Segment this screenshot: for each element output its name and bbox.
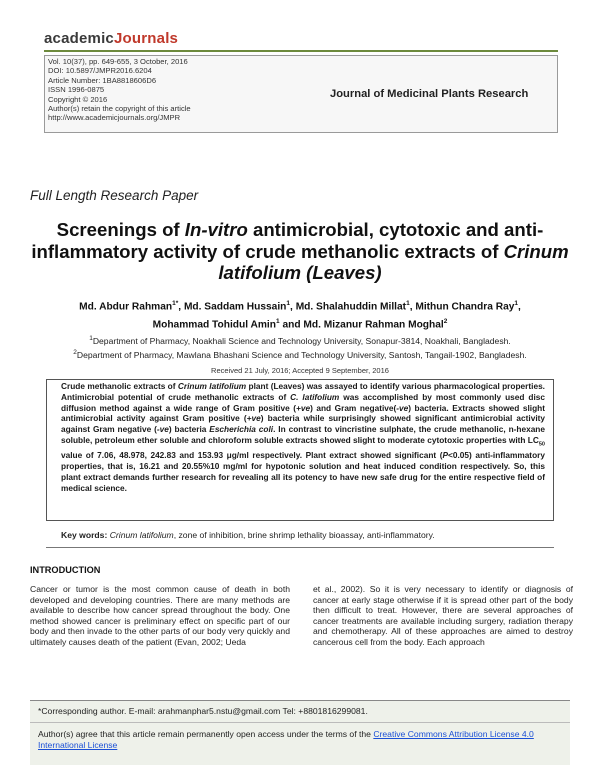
abstract <box>61 381 545 494</box>
author-6-sup: 2 <box>443 318 448 326</box>
keywords-rest: , zone of inhibition, brine shrimp lethality bioassay, anti-inflammatory. <box>173 530 435 540</box>
meta-rights: Author(s) retain the copyright of this article <box>48 104 191 114</box>
title-text-1: Screenings of <box>56 219 185 240</box>
affiliation-2 <box>30 347 570 361</box>
license-text: Author(s) agree that this article remain permanently open access under the terms of the <box>38 729 374 739</box>
keywords-italic: Crinum latifolium <box>107 530 174 540</box>
author-2: , Md. Saddam Hussain <box>178 301 287 313</box>
abstract-s10: <0.05) anti-inflammatory properties, that is, 16.21 and 20.55%10 mg/ml for hypotonic solution and heat induced condition respectively. So, this plant extract demands further research for revealing all its potency to have new safe drug for the entire respective field of medical science. <box>61 450 545 493</box>
paper-type: Full Length Research Paper <box>30 188 199 203</box>
keywords-divider <box>46 547 554 548</box>
abstract-s4: ) and Gram negative( <box>310 402 397 413</box>
authors-line-2 <box>30 314 570 332</box>
keywords <box>61 530 545 540</box>
title-text-2: antimicrobial, cytotoxic and anti-inflammatory activity of crude methanolic extracts of <box>31 219 544 262</box>
abstract-i3: +ve <box>296 402 311 413</box>
affiliation-2-text: Department of Pharmacy, Mawlana Bhashani Science and Technology University, Santosh, Tangail-1902, Bangladesh. <box>76 349 527 360</box>
abstract-s5: ) bacteria. Extracts showed slight antimicrobial activity against Gram positive ( <box>61 402 545 424</box>
author-1: Md. Abdur Rahman <box>79 301 173 313</box>
title-italic-1: In-vitro <box>184 219 248 240</box>
abstract-s9: value of 7.06, 48.978, 242.83 and 153.93 μg/ml respectively. Plant extract showed significant ( <box>61 450 443 461</box>
author-4: , Mithun Chandra Ray <box>409 301 515 313</box>
author-5-sup: 1 <box>275 318 280 326</box>
abstract-i2: C. latifolium <box>290 391 340 402</box>
authors-line-1 <box>30 296 570 314</box>
abstract-s7: ) bacteria <box>168 424 210 435</box>
abstract-s3: was accomplished by most commonly used disc diffusion method against a wide range of Gram positive ( <box>61 391 545 413</box>
meta-volume: Vol. 10(37), pp. 649-655, 3 October, 2016 <box>48 57 188 66</box>
abstract-s6: ) bacteria while surprisingly showed significant antimicrobial activity against Gram negative ( <box>61 413 546 435</box>
meta-issn: ISSN 1996-0875 <box>48 85 105 95</box>
brand-part2: Journals <box>113 30 179 47</box>
abstract-i6: -ve <box>156 424 169 435</box>
corresponding-author: *Corresponding author. E-mail: arahmanphar5.nstu@gmail.com Tel: +8801816299081. <box>38 706 368 716</box>
footer-divider <box>30 722 570 723</box>
author-6: and Md. Mizanur Rahman Moghal <box>279 319 444 331</box>
meta-article-number: Article Number: 1BA8818606D6 <box>48 75 157 85</box>
meta-doi: DOI: 10.5897/JMPR2016.6204 <box>48 66 152 76</box>
abstract-i8: P <box>442 450 449 461</box>
abstract-s8: . In contrast to vincristine sulphate, the crude methanolic, n-hexane soluble, petroleum ether soluble and chloroform soluble extracts showed slight to moderate cytotoxic properties with LC <box>61 424 545 445</box>
abstract-i4: -ve <box>396 402 409 413</box>
body-column-left: Cancer or tumor is the most common cause of death in both developed and developing countries. There are many methods are available to describe how cancer spread throughout the body. One method showed cancer is preliminary effect on specific part of our body and then invade to the other parts of our body very quickly and ultimately causes death of the patient (Evan, 2002; Ueda <box>30 584 290 647</box>
abstract-s2: plant (Leaves) was assayed to identify various pharmacological properties. Antimicrobial potential of crude methanolic extracts of <box>61 381 545 402</box>
affiliation-1 <box>30 333 570 347</box>
affiliations <box>30 333 570 361</box>
license-note <box>38 729 563 750</box>
header-divider <box>44 50 558 52</box>
license-link[interactable]: Creative Commons Attribution License 4.0 International License <box>38 729 534 750</box>
meta-url[interactable]: http://www.academicjournals.org/JMPR <box>48 113 181 123</box>
brand-part1: academic <box>44 30 114 47</box>
abstract-i1: Crinum latifolium <box>177 381 247 391</box>
keywords-label: Key words: <box>61 530 108 540</box>
journal-name: Journal of Medicinal Plants Research <box>330 88 529 100</box>
affiliation-2-sup: 2 <box>73 348 77 356</box>
paper-title <box>30 219 570 284</box>
received-dates: Received 21 July, 2016; Accepted 9 September, 2016 <box>211 366 389 375</box>
abstract-i5: +ve <box>246 413 261 424</box>
title-italic-2: Crinum latifolium (Leaves) <box>218 240 569 283</box>
authors <box>30 296 570 333</box>
section-heading-introduction: INTRODUCTION <box>30 565 101 575</box>
abstract-i7: Escherichia coli <box>209 424 274 435</box>
abstract-subscript: 50 <box>538 441 545 448</box>
author-sep: , <box>518 301 521 313</box>
author-2-sup: 1 <box>286 300 291 307</box>
publisher-logo <box>44 30 178 47</box>
meta-copyright: Copyright © 2016 <box>48 94 108 104</box>
article-meta <box>48 57 191 123</box>
affiliation-1-text: Department of Pharmacy, Noakhali Science and Technology University, Sonapur-3814, Noakhali, Bangladesh. <box>92 335 511 346</box>
body-column-right: et al., 2002). So it is very necessary to identify or diagnosis of cancer at early stage otherwise if it is spread other part of the body then difficult to treat. However, there are several approaches of cancer treatments are available including surgery, radiation therapy and chemotherapy. All of these approaches are aimed to destroy cancerous cell from the body. Each approach <box>313 584 573 647</box>
author-4-sup: 1 <box>514 300 519 307</box>
abstract-s1: Crude methanolic extracts of <box>61 381 178 391</box>
author-1-sup: 1* <box>172 300 179 307</box>
author-3: , Md. Shalahuddin Millat <box>290 301 407 313</box>
author-3-sup: 1 <box>406 300 410 307</box>
affiliation-1-sup: 1 <box>89 335 93 342</box>
author-5: Mohammad Tohidul Amin <box>152 319 276 331</box>
